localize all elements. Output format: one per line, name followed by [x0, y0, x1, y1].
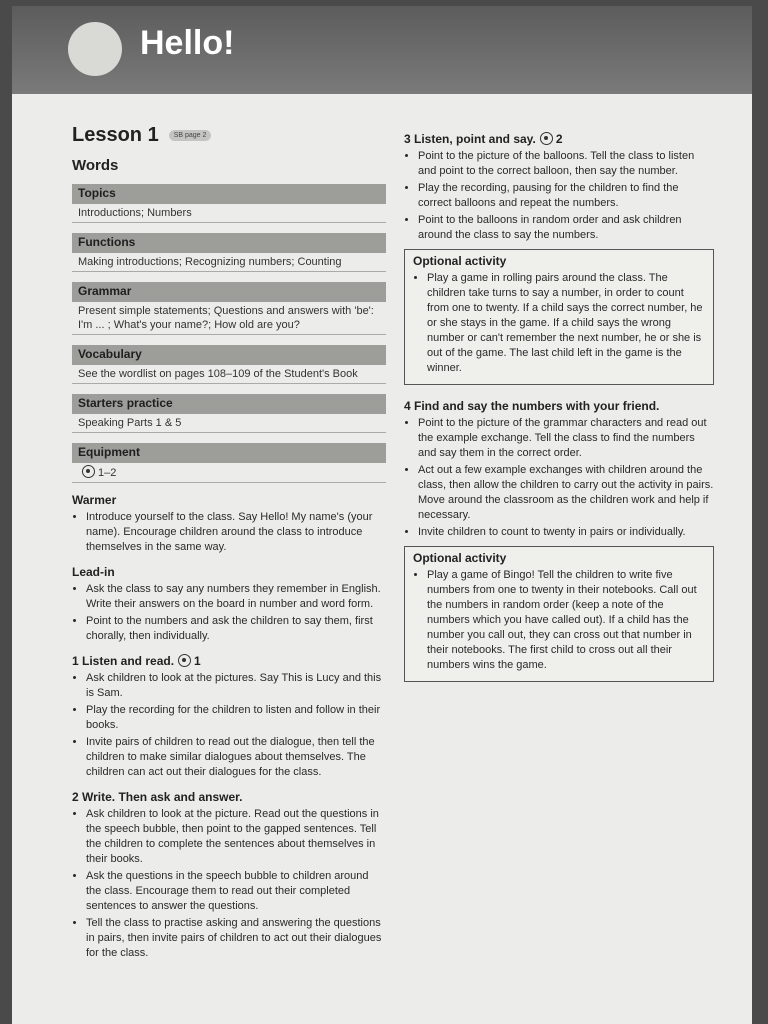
info-label: Topics — [72, 184, 386, 204]
exercise-3-list — [404, 149, 714, 243]
list-item: • Point to the picture of the grammar characters and read out the example exchange. Tell the class to find the numbers and say them in the correct order. — [418, 416, 714, 461]
list-item: • Invite children to count to twenty in pairs or individually. — [418, 525, 714, 540]
exercise-3-title: 3 Listen, point and say. — [404, 132, 536, 146]
page — [12, 6, 752, 1024]
info-text: Introductions; Numbers — [72, 204, 386, 223]
list-item: • Play the recording, pausing for the children to find the correct balloons and repeat the numbers. — [418, 181, 714, 211]
optional-activity-heading: Optional activity — [413, 551, 507, 565]
lead-in-heading: Lead-in — [72, 565, 115, 579]
list-item: • Point to the balloons in random order and ask children around the class to say the numbers. — [418, 213, 714, 243]
left-column — [72, 124, 386, 963]
optional-activity-box — [404, 249, 714, 385]
page-title: Hello! — [140, 24, 235, 62]
info-functions — [72, 233, 386, 272]
exercise-1-list — [72, 671, 386, 780]
exercise-4-heading: 4 Find and say the numbers with your friend. — [404, 399, 660, 413]
optional-activity-list — [413, 568, 705, 673]
exercise-3-heading — [404, 132, 714, 146]
list-item: • Ask the questions in the speech bubble to children around the class. Encourage them to read out their completed sentences to answer the questions. — [86, 869, 386, 914]
list-item: • Introduce yourself to the class. Say Hello! My name's (your name). Encourage children around the class to introduce themselves in the same way. — [86, 510, 386, 555]
info-label: Grammar — [72, 282, 386, 302]
info-text: See the wordlist on pages 108–109 of the Student's Book — [72, 365, 386, 384]
info-starters-practice — [72, 394, 386, 433]
lesson-title: Lesson 1 — [72, 124, 159, 146]
right-column — [404, 124, 714, 690]
list-item: • Ask children to look at the pictures. Say This is Lucy and this is Sam. — [86, 671, 386, 701]
lesson-heading — [72, 124, 386, 147]
info-equipment — [72, 443, 386, 483]
info-topics — [72, 184, 386, 223]
exercise-2-list — [72, 807, 386, 961]
exercise-1-title: 1 Listen and read. — [72, 654, 175, 668]
list-item: • Act out a few example exchanges with children around the class, then allow the children to carry out the activity in pairs. Move around the classroom as the children work and help if necessary. — [418, 463, 714, 523]
header-circle-decoration — [68, 22, 122, 76]
list-item: • Ask children to look at the picture. Read out the questions in the speech bubble, then point to the gapped sentences. Tell the children to complete the sentences about themselves in their books. — [86, 807, 386, 867]
info-text: Present simple statements; Questions and answers with 'be': I'm ... ; What's your name?; How old are you? — [72, 302, 386, 335]
list-item: • Point to the numbers and ask the children to say them, first chorally, then individually. — [86, 614, 386, 644]
info-vocabulary — [72, 345, 386, 384]
list-item: • Invite pairs of children to read out the dialogue, then tell the children to make similar dialogues about themselves. The children can act out their dialogues for the class. — [86, 735, 386, 780]
sb-page-tag: SB page 2 — [169, 130, 212, 141]
optional-activity-heading: Optional activity — [413, 254, 507, 268]
info-label: Starters practice — [72, 394, 386, 414]
info-label: Functions — [72, 233, 386, 253]
info-grammar — [72, 282, 386, 335]
info-text: Speaking Parts 1 & 5 — [72, 414, 386, 433]
list-item: • Play a game of Bingo! Tell the children to write five numbers from one to twenty in their notebooks. Call out the numbers in random order (keep a note of the numbers which you have called out). If a child has the number you call out, they can cross out that number in their notebooks. The first child to cross out all their numbers wins the game. — [427, 568, 705, 673]
info-text: Making introductions; Recognizing numbers; Counting — [72, 253, 386, 272]
cd-icon — [82, 465, 95, 478]
exercise-4-list — [404, 416, 714, 540]
optional-activity-list — [413, 271, 705, 376]
lead-in-list — [72, 582, 386, 644]
info-label: Equipment — [72, 443, 386, 463]
page-header — [12, 6, 752, 94]
list-item: • Point to the picture of the balloons. Tell the class to listen and point to the correct balloon, then say the number. — [418, 149, 714, 179]
warmer-list — [72, 510, 386, 555]
list-item: • Play the recording for the children to listen and follow in their books. — [86, 703, 386, 733]
equipment-tracks: 1–2 — [98, 467, 117, 479]
cd-icon — [178, 654, 191, 667]
words-heading: Words — [72, 157, 119, 174]
track-number: 2 — [555, 132, 563, 146]
warmer-heading: Warmer — [72, 493, 117, 507]
info-label: Vocabulary — [72, 345, 386, 365]
exercise-1-heading — [72, 654, 386, 668]
list-item: • Play a game in rolling pairs around the class. The children take turns to say a number, in order to count from one to twenty. If a child says the correct number, he or she stays in the game. If a child says the wrong number or can't remember the next number, he or she is out of the game. The last child left in the game is the winner. — [427, 271, 705, 376]
optional-activity-box — [404, 546, 714, 682]
info-text — [72, 463, 386, 483]
exercise-2-heading: 2 Write. Then ask and answer. — [72, 790, 243, 804]
cd-icon — [540, 132, 553, 145]
list-item: • Tell the class to practise asking and answering the questions in pairs, then invite pairs of children to act out their dialogues for the class. — [86, 916, 386, 961]
track-number: 1 — [194, 654, 201, 668]
list-item: • Ask the class to say any numbers they remember in English. Write their answers on the board in number and word form. — [86, 582, 386, 612]
